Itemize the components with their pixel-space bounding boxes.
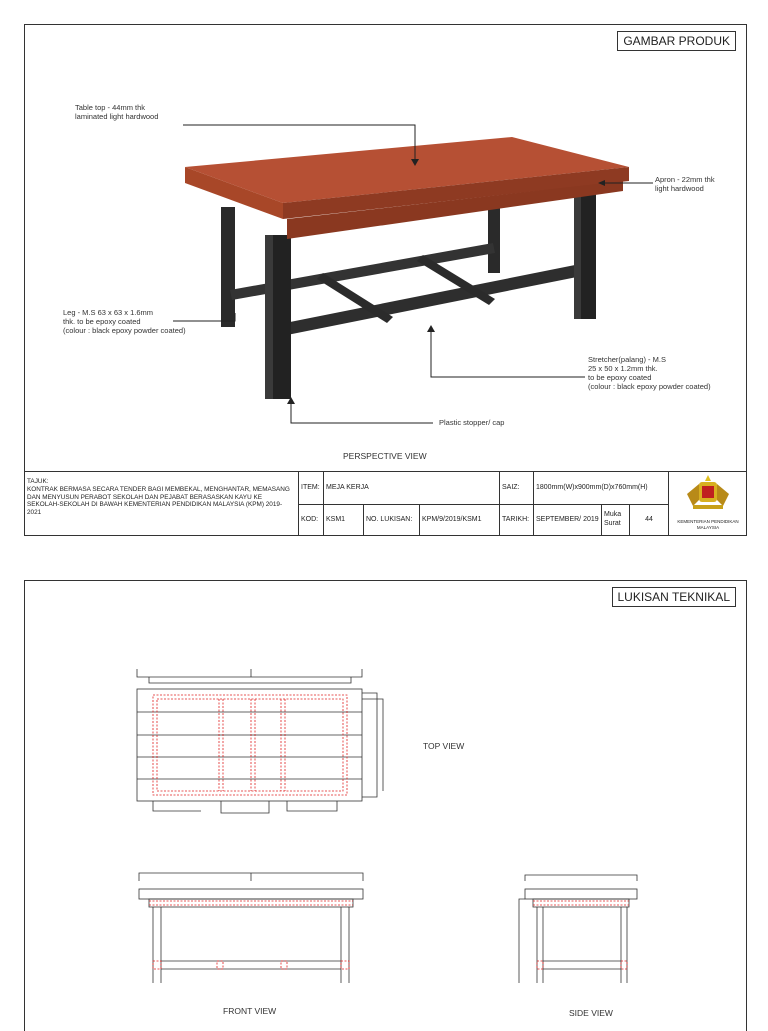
tajuk-label: TAJUK: (27, 478, 49, 485)
technical-views (25, 581, 746, 1031)
front-view-drawing (139, 873, 363, 983)
product-drawing-sheet (24, 24, 747, 536)
item-value: MEJA KERJA (323, 472, 499, 504)
kod-value: KSM1 (323, 504, 363, 536)
side-view-caption: SIDE VIEW (569, 1008, 613, 1018)
no-lukisan-value: KPM/9/2019/KSM1 (419, 504, 499, 536)
callout-stretcher: Stretcher(palang) - M.S 25 x 50 x 1.2mm thk. to be epoxy coated (colour : black epoxy powder coated) (588, 355, 711, 391)
top-view-caption: TOP VIEW (423, 741, 465, 751)
ministry-name: KEMENTERIAN PENDIDIKAN MALAYSIA (677, 519, 739, 530)
perspective-view-caption: PERSPECTIVE VIEW (343, 451, 427, 461)
back-right-leg (488, 205, 500, 273)
tajuk (27, 478, 295, 517)
technical-drawing-sheet (24, 580, 747, 1031)
front-view-caption: FRONT VIEW (223, 1006, 277, 1016)
title-block (25, 471, 746, 536)
ministry-logo-cell (668, 472, 746, 536)
side-view-drawing (519, 875, 637, 983)
back-left-leg (221, 207, 235, 327)
tarikh-value: SEPTEMBER/ 2019 (533, 504, 601, 536)
callout-leg: Leg - M.S 63 x 63 x 1.6mm thk. to be epoxy coated (colour : black epoxy powder coated) (63, 308, 186, 335)
callout-table-top: Table top - 44mm thk laminated light hardwood (75, 103, 159, 121)
no-lukisan-label: NO. LUKISAN: (363, 504, 419, 536)
tajuk-text: KONTRAK BERMASA SECARA TENDER BAGI MEMBEKAL, MENGHANTAR, MEMASANG DAN MENYUSUN PERABOT SEKOLAH DAN PEJABAT BERASASKAN KAYU KE SEKOLAH-SEKOLAH DI BAWAH KEMENTERIAN PENDIDIKAN MALAYSIA (KPM) 2019-2021 (27, 485, 290, 517)
perspective-drawing (25, 25, 746, 471)
saiz-value: 1800mm(W)x900mm(D)x760mm(H) (533, 472, 668, 504)
muka-surat-value: 44 (629, 504, 668, 536)
muka-surat-label: Muka Surat (601, 504, 629, 536)
saiz-label: SAIZ: (499, 472, 533, 504)
callout-apron: Apron - 22mm thk light hardwood (655, 175, 715, 193)
sheet-title: LUKISAN TEKNIKAL (612, 587, 737, 607)
top-view-drawing (137, 669, 383, 813)
sheet-title: GAMBAR PRODUK (617, 31, 736, 51)
kod-label: KOD: (298, 504, 323, 536)
callout-stopper: Plastic stopper/ cap (439, 418, 505, 427)
tarikh-label: TARIKH: (499, 504, 533, 536)
item-label: ITEM: (298, 472, 323, 504)
